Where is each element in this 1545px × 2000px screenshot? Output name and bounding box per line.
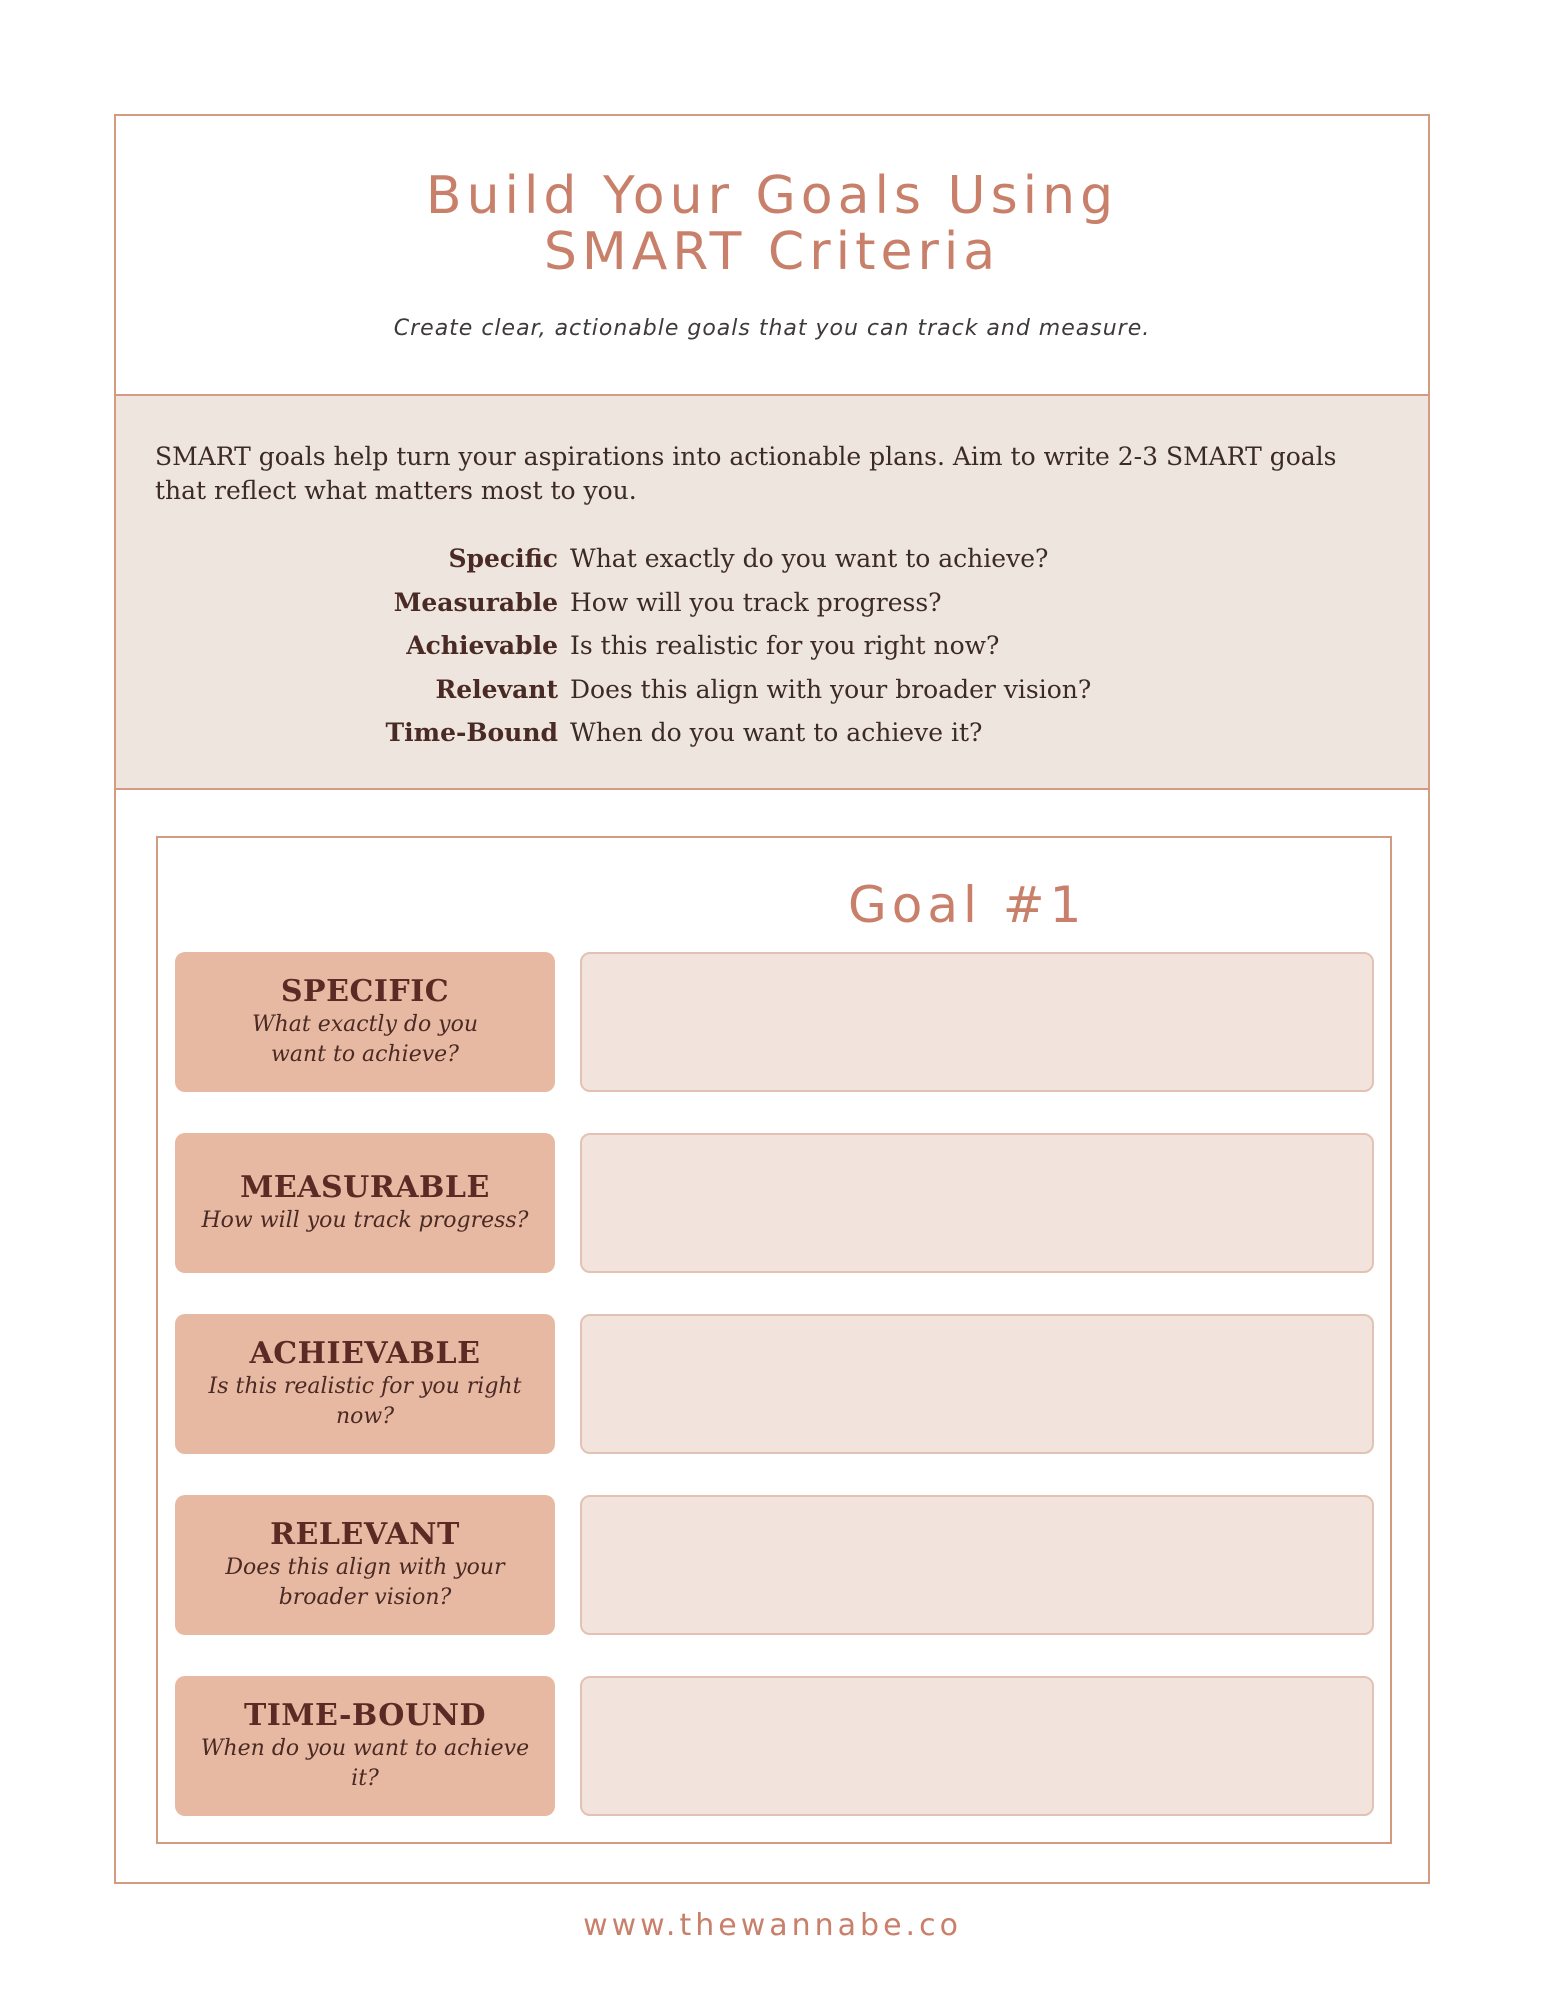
goal-label-specific xyxy=(175,952,555,1092)
criteria-question: Is this realistic for you right now? xyxy=(570,631,1000,660)
goal-row-relevant xyxy=(175,1495,1375,1635)
criteria-question: How will you track progress? xyxy=(570,587,942,617)
goal-card xyxy=(156,836,1392,1844)
criteria-list xyxy=(116,542,1428,760)
goal-label-subtitle-line-1: Does this align with your xyxy=(225,1555,505,1580)
intro-section xyxy=(116,394,1428,790)
goal-label-subtitle-line-2: broader vision? xyxy=(278,1585,452,1610)
worksheet-header xyxy=(116,116,1428,396)
criteria-term: Relevant xyxy=(435,674,558,704)
page-title xyxy=(116,168,1428,280)
goal-label-title: TIME-BOUND xyxy=(243,1698,487,1733)
criteria-term: Specific xyxy=(448,544,558,573)
criteria-question: What exactly do you want to achieve? xyxy=(570,544,1049,573)
intro-paragraph: SMART goals help turn your aspirations into actionable plans. Aim to write 2-3 SMART goals that reflect what matters most to you. xyxy=(155,442,1337,505)
website-url: www.thewannabe.co xyxy=(583,1908,962,1943)
goal-row-measurable xyxy=(175,1133,1375,1273)
goal-label-subtitle: Is this realistic for you right now? xyxy=(208,1374,522,1429)
goal-label-time-bound xyxy=(175,1676,555,1816)
criteria-term: Achievable xyxy=(406,631,558,660)
page-title-line-1: Build Your Goals Using xyxy=(425,166,1119,226)
goal-title: Goal #1 xyxy=(848,876,1087,934)
goal-label-subtitle: How will you track progress? xyxy=(201,1208,529,1233)
goal-label-subtitle-line-2: want to achieve? xyxy=(271,1042,459,1067)
goal-answer-field-measurable[interactable] xyxy=(580,1133,1374,1273)
goal-row-achievable xyxy=(175,1314,1375,1454)
goal-label-relevant xyxy=(175,1495,555,1635)
criteria-row-measurable xyxy=(116,586,1428,630)
criteria-question: Does this align with your broader vision? xyxy=(570,674,1092,704)
criteria-term: Time-Bound xyxy=(385,718,558,747)
worksheet-frame xyxy=(114,114,1430,1884)
goal-label-title: MEASURABLE xyxy=(240,1170,490,1205)
goal-label-title: SPECIFIC xyxy=(280,974,450,1009)
goal-label-measurable xyxy=(175,1133,555,1273)
page-subtitle: Create clear, actionable goals that you can track and measure. xyxy=(393,316,1151,341)
criteria-term: Measurable xyxy=(393,587,558,617)
goal-label-subtitle xyxy=(209,1553,520,1613)
criteria-question: When do you want to achieve it? xyxy=(570,718,983,747)
criteria-row-relevant xyxy=(116,673,1428,717)
goal-label-title: RELEVANT xyxy=(270,1517,460,1552)
goal-answer-field-specific[interactable] xyxy=(580,952,1374,1092)
goal-row-specific xyxy=(175,952,1375,1092)
goal-label-subtitle: When do you want to achieve it? xyxy=(200,1736,530,1791)
goal-answer-field-achievable[interactable] xyxy=(580,1314,1374,1454)
page-title-line-2: SMART Criteria xyxy=(543,222,1001,282)
goal-label-subtitle xyxy=(236,1010,494,1070)
goal-label-title: ACHIEVABLE xyxy=(249,1336,481,1371)
goal-label-achievable xyxy=(175,1314,555,1454)
criteria-row-achievable xyxy=(116,629,1428,673)
goal-row-time-bound xyxy=(175,1676,1375,1816)
goal-answer-field-time-bound[interactable] xyxy=(580,1676,1374,1816)
criteria-row-time-bound xyxy=(116,716,1428,760)
criteria-row-specific xyxy=(116,542,1428,586)
goal-answer-field-relevant[interactable] xyxy=(580,1495,1374,1635)
goal-label-subtitle-line-1: What exactly do you xyxy=(251,1012,479,1037)
